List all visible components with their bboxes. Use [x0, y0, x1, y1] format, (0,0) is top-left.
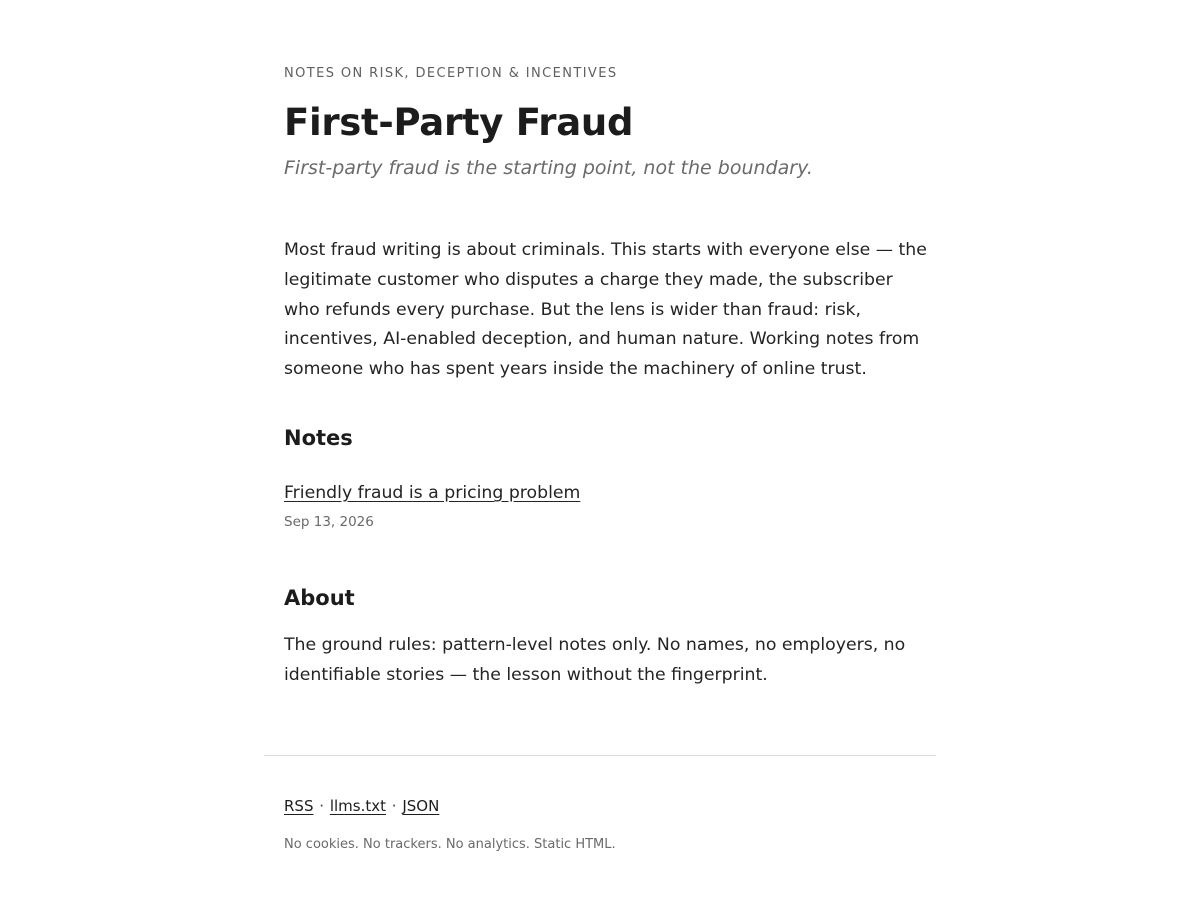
page-tagline: First-party fraud is the starting point, not the boundary. — [284, 157, 813, 179]
llms-txt-link[interactable]: llms.txt — [329, 797, 386, 815]
footer-separator: · — [391, 797, 397, 815]
site-kicker: NOTES ON RISK, DECEPTION & INCENTIVES — [284, 66, 618, 81]
footer-note: No cookies. No trackers. No analytics. Static HTML. — [284, 837, 616, 852]
rss-link[interactable]: RSS — [284, 797, 314, 815]
note-link[interactable]: Friendly fraud is a pricing problem — [284, 483, 581, 503]
footer-links — [284, 797, 439, 815]
footer-divider — [264, 755, 936, 756]
json-link[interactable]: JSON — [402, 797, 440, 815]
page-title: First-Party Fraud — [284, 101, 634, 144]
about-heading: About — [284, 586, 355, 610]
notes-heading: Notes — [284, 426, 353, 450]
about-paragraph: The ground rules: pattern-level notes only. No names, no employers, no identifiable stories — the lesson without the fingerprint. — [284, 635, 906, 685]
note-date: Sep 13, 2026 — [284, 514, 374, 530]
footer-separator: · — [319, 797, 325, 815]
intro-paragraph: Most fraud writing is about criminals. This starts with everyone else — the legitimate customer who disputes a charge they made, the subscriber who refunds every purchase. But the lens is wider than fraud: risk, incentives, AI-enabled deception, and human nature. Working notes from someone who has spent years inside the machinery of online trust. — [284, 240, 927, 380]
